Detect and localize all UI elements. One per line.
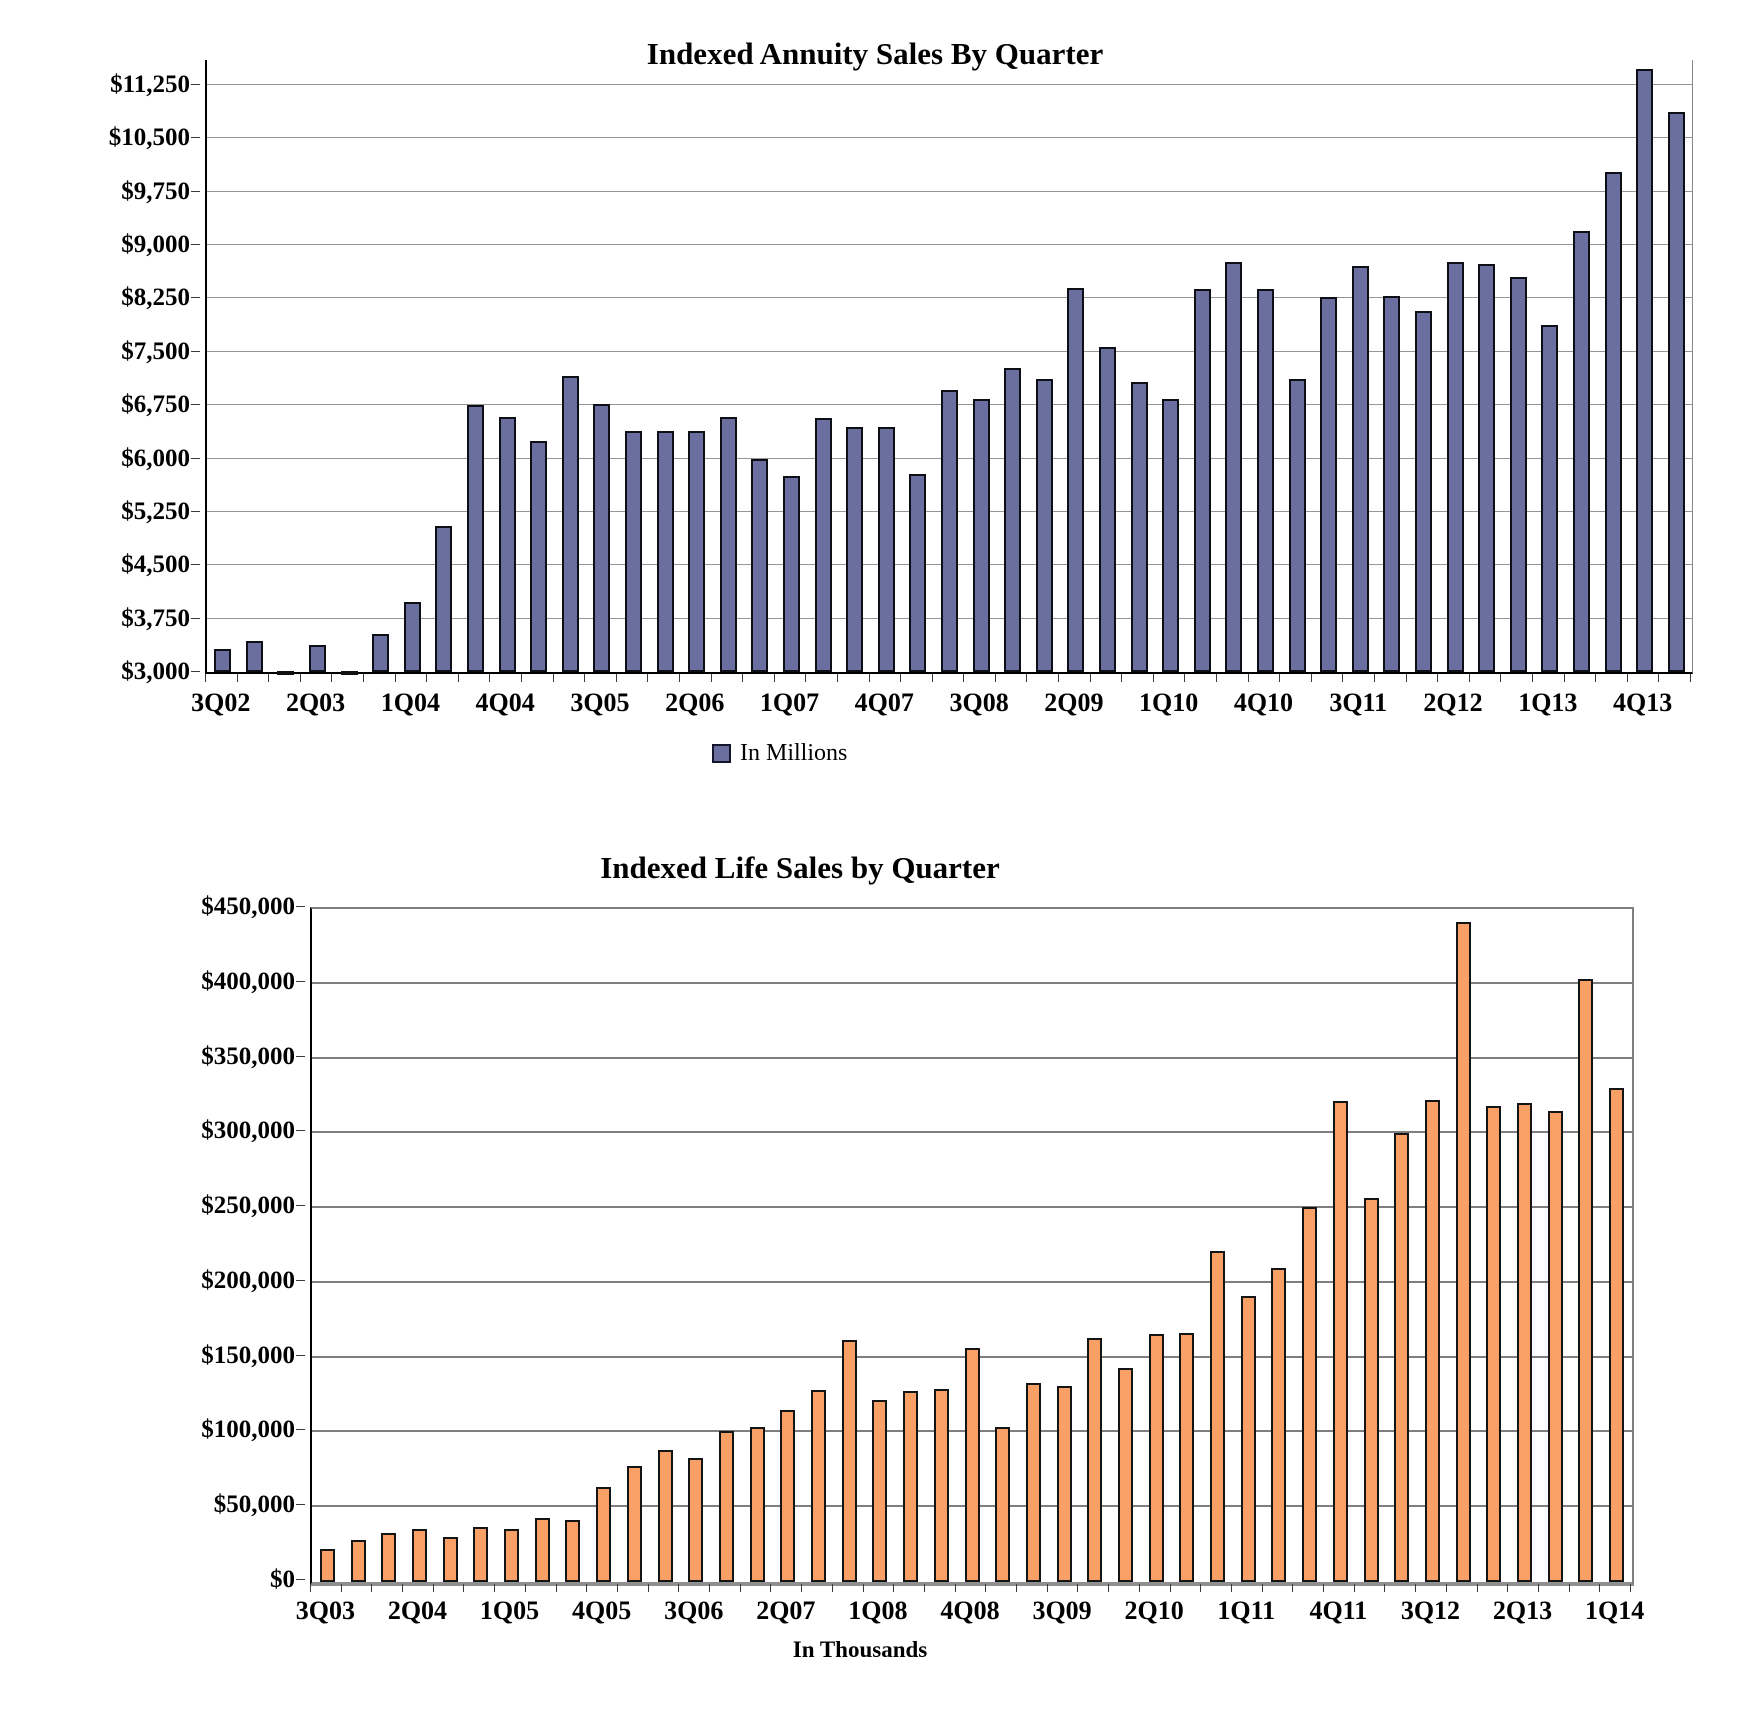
bar-1Q09 <box>995 1427 1010 1582</box>
bar-1Q12 <box>1415 311 1432 672</box>
x-axis-tick <box>1016 1584 1017 1592</box>
bar-2Q08 <box>941 390 958 672</box>
y-axis-tick <box>296 906 305 907</box>
bar-4Q13 <box>1636 69 1653 672</box>
bar-2Q07 <box>780 1410 795 1582</box>
bar-1Q09 <box>1036 379 1053 672</box>
annuity-y-axis-labels <box>0 60 200 685</box>
x-axis-tick <box>205 674 206 682</box>
x-axis-tick <box>1564 674 1565 682</box>
x-axis-tick <box>1047 1584 1048 1592</box>
y-axis-label: $250,000 <box>201 1192 295 1220</box>
bar-2Q03 <box>309 645 326 672</box>
x-axis-tick <box>1532 674 1533 682</box>
x-axis-tick <box>556 1584 557 1592</box>
bar-3Q06 <box>720 417 737 672</box>
y-axis-tick <box>191 191 200 192</box>
x-axis-tick <box>1469 674 1470 682</box>
annuity-legend-swatch-icon <box>712 744 731 763</box>
y-axis-tick <box>191 671 200 672</box>
y-axis-label: $300,000 <box>201 1117 295 1145</box>
x-axis-tick <box>426 674 427 682</box>
annuity-chart-title: Indexed Annuity Sales By Quarter <box>646 36 1104 71</box>
x-axis-tick <box>237 674 238 682</box>
bar-2Q08 <box>903 1391 918 1582</box>
y-axis-tick <box>191 404 200 405</box>
x-axis-label: 3Q11 <box>1329 688 1388 717</box>
bar-3Q11 <box>1302 1207 1317 1582</box>
gridline <box>207 137 1692 138</box>
x-axis-tick <box>1292 1584 1293 1592</box>
x-axis-tick <box>433 1584 434 1592</box>
bar-2Q06 <box>658 1450 673 1583</box>
bar-1Q06 <box>657 431 674 672</box>
x-axis-label: 4Q13 <box>1612 688 1673 717</box>
y-axis-tick <box>296 1280 305 1281</box>
x-axis-tick <box>1248 674 1249 682</box>
y-axis-label: $200,000 <box>201 1266 295 1294</box>
y-axis-tick <box>191 84 200 85</box>
gridline <box>207 244 1692 245</box>
x-axis-tick <box>331 674 332 682</box>
x-axis-tick <box>458 674 459 682</box>
bar-2Q04 <box>435 526 452 672</box>
x-axis-label: 2Q04 <box>387 1596 448 1625</box>
x-axis-tick <box>586 1584 587 1592</box>
y-axis-tick <box>191 564 200 565</box>
y-axis-label: $8,250 <box>121 284 190 312</box>
x-axis-tick <box>1184 674 1185 682</box>
y-axis-tick <box>191 458 200 459</box>
x-axis-label: 3Q03 <box>295 1596 355 1625</box>
y-axis-label: $100,000 <box>201 1416 295 1444</box>
gridline <box>207 84 1692 85</box>
bar-3Q13 <box>1605 172 1622 672</box>
y-axis-tick <box>296 1056 305 1057</box>
bar-3Q06 <box>688 1458 703 1582</box>
x-axis-tick <box>1216 674 1217 682</box>
bar-3Q09 <box>1099 347 1116 672</box>
bar-4Q02 <box>246 641 263 672</box>
bar-3Q05 <box>593 404 610 672</box>
x-axis-tick <box>774 674 775 682</box>
x-axis-label: 4Q07 <box>854 688 914 717</box>
bar-4Q07 <box>878 427 895 672</box>
x-axis-label: 4Q11 <box>1309 1596 1368 1625</box>
x-axis-tick <box>300 674 301 682</box>
x-axis-tick <box>363 674 364 682</box>
x-axis-tick <box>1384 1584 1385 1592</box>
bar-2Q12 <box>1394 1133 1409 1582</box>
x-axis-tick <box>647 674 648 682</box>
x-axis-tick <box>1599 1584 1600 1592</box>
bar-1Q05 <box>530 441 547 672</box>
bar-1Q13 <box>1541 325 1558 672</box>
x-axis-label: 3Q12 <box>1400 1596 1461 1625</box>
x-axis-label: 3Q05 <box>570 688 630 717</box>
bar-1Q07 <box>783 476 800 672</box>
y-axis-tick <box>191 137 200 138</box>
y-axis-label: $4,500 <box>121 551 190 579</box>
x-axis-tick <box>832 1584 833 1592</box>
x-axis-tick <box>679 674 680 682</box>
bar-1Q07 <box>750 1427 765 1582</box>
x-axis-tick <box>1630 1584 1631 1592</box>
bar-3Q12 <box>1478 264 1495 672</box>
bar-1Q04 <box>381 1533 396 1582</box>
y-axis-label: $3,750 <box>121 604 190 632</box>
bar-1Q10 <box>1118 1368 1133 1582</box>
y-axis-tick <box>296 1579 305 1580</box>
bar-4Q08 <box>1004 368 1021 672</box>
x-axis-label: 4Q05 <box>572 1596 632 1625</box>
x-axis-tick <box>1538 1584 1539 1592</box>
bar-2Q13 <box>1573 231 1590 672</box>
y-axis-label: $10,500 <box>108 124 190 152</box>
x-axis-label: 2Q12 <box>1423 688 1483 717</box>
y-axis-label: $6,750 <box>121 391 190 419</box>
x-axis-tick <box>525 1584 526 1592</box>
x-axis-tick <box>1170 1584 1171 1592</box>
y-axis-label: $400,000 <box>201 967 295 995</box>
bar-3Q05 <box>565 1520 580 1582</box>
x-axis-tick <box>678 1584 679 1592</box>
x-axis-tick <box>985 1584 986 1592</box>
life-x-axis-labels <box>295 1596 1645 1628</box>
x-axis-tick <box>924 1584 925 1592</box>
x-axis-label: 1Q05 <box>479 1596 540 1625</box>
x-axis-tick <box>1354 1584 1355 1592</box>
x-axis-tick <box>742 674 743 682</box>
y-axis-label: $150,000 <box>201 1341 295 1369</box>
x-axis-tick <box>648 1584 649 1592</box>
bar-4Q05 <box>625 431 642 672</box>
bar-2Q11 <box>1271 1268 1286 1582</box>
y-axis-label: $3,000 <box>121 658 190 685</box>
bar-1Q08 <box>909 474 926 672</box>
x-axis-label: 2Q09 <box>1044 688 1104 717</box>
annuity-legend <box>712 740 847 767</box>
bar-1Q12 <box>1364 1198 1379 1582</box>
life-chart-title: Indexed Life Sales by Quarter <box>600 850 1000 885</box>
bar-3Q04 <box>467 405 484 672</box>
y-axis-tick <box>191 618 200 619</box>
x-axis-tick <box>1446 1584 1447 1592</box>
x-axis-tick <box>553 674 554 682</box>
x-axis-tick <box>494 1584 495 1592</box>
bar-1Q14 <box>1668 112 1685 672</box>
life-plot-area <box>310 907 1634 1586</box>
x-axis-tick <box>963 674 964 682</box>
bar-4Q06 <box>719 1431 734 1582</box>
bar-3Q03 <box>320 1549 335 1582</box>
bar-4Q11 <box>1333 1101 1348 1582</box>
annuity-x-axis-ticks <box>205 674 1690 682</box>
x-axis-tick <box>709 1584 710 1592</box>
x-axis-tick <box>770 1584 771 1592</box>
y-axis-tick <box>296 1504 305 1505</box>
x-axis-tick <box>1658 674 1659 682</box>
y-axis-label: $9,750 <box>121 177 190 205</box>
x-axis-label: 4Q10 <box>1233 688 1294 717</box>
bar-4Q12 <box>1456 922 1471 1582</box>
x-axis-tick <box>1026 674 1027 682</box>
y-axis-tick <box>296 1355 305 1356</box>
annuity-x-axis-labels <box>191 688 1690 720</box>
bar-4Q12 <box>1510 277 1527 672</box>
bar-4Q10 <box>1210 1251 1225 1582</box>
bar-1Q10 <box>1162 399 1179 672</box>
x-axis-tick <box>1406 674 1407 682</box>
life-axis-unit-label: In Thousands <box>792 1637 928 1662</box>
bar-2Q06 <box>688 431 705 672</box>
bar-4Q03 <box>372 634 389 672</box>
x-axis-label: 4Q08 <box>940 1596 1000 1625</box>
bar-2Q09 <box>1026 1383 1041 1582</box>
y-axis-tick <box>191 244 200 245</box>
x-axis-tick <box>1153 674 1154 682</box>
x-axis-label: 2Q06 <box>665 688 725 717</box>
gridline <box>207 351 1692 352</box>
y-axis-tick <box>296 981 305 982</box>
y-axis-label: $11,250 <box>110 70 190 98</box>
x-axis-label: 1Q14 <box>1585 1596 1645 1625</box>
x-axis-label: 2Q10 <box>1124 1596 1184 1625</box>
gridline <box>312 907 1632 909</box>
y-axis-label: $6,000 <box>121 444 190 472</box>
bar-4Q04 <box>499 417 516 672</box>
bar-3Q08 <box>934 1389 949 1582</box>
life-y-axis-labels <box>0 893 305 1593</box>
bar-4Q03 <box>351 1540 366 1582</box>
x-axis-label: 4Q04 <box>475 688 535 717</box>
bar-4Q04 <box>473 1527 488 1582</box>
x-axis-tick <box>617 1584 618 1592</box>
y-axis-label: $350,000 <box>201 1042 295 1070</box>
x-axis-tick <box>1500 674 1501 682</box>
x-axis-tick <box>1374 674 1375 682</box>
x-axis-tick <box>521 674 522 682</box>
bar-2Q04 <box>412 1529 427 1582</box>
x-axis-tick <box>1507 1584 1508 1592</box>
annuity-plot-area <box>205 60 1693 674</box>
y-axis-label: $9,000 <box>121 231 190 259</box>
x-axis-tick <box>900 674 901 682</box>
y-axis-tick <box>191 297 200 298</box>
bar-2Q10 <box>1194 289 1211 672</box>
bar-2Q11 <box>1320 297 1337 672</box>
x-axis-label: 2Q13 <box>1492 1596 1553 1625</box>
x-axis-tick <box>1090 674 1091 682</box>
x-axis-label: 1Q13 <box>1518 688 1578 717</box>
x-axis-tick <box>395 674 396 682</box>
bar-4Q10 <box>1257 289 1274 672</box>
bar-1Q04 <box>404 602 421 672</box>
bar-2Q12 <box>1447 262 1464 672</box>
x-axis-tick <box>1231 1584 1232 1592</box>
bar-3Q11 <box>1352 266 1369 672</box>
y-axis-tick <box>296 1205 305 1206</box>
x-axis-label: 3Q09 <box>1032 1596 1092 1625</box>
life-x-axis-ticks <box>310 1584 1630 1592</box>
x-axis-tick <box>1262 1584 1263 1592</box>
x-axis-tick <box>995 674 996 682</box>
x-axis-tick <box>711 674 712 682</box>
bar-1Q05 <box>504 1529 519 1582</box>
x-axis-label: 3Q02 <box>191 688 251 717</box>
x-axis-label: 2Q03 <box>285 688 346 717</box>
bar-4Q05 <box>596 1487 611 1582</box>
bar-2Q13 <box>1517 1103 1532 1582</box>
annuity-legend-label: In Millions <box>740 740 848 766</box>
x-axis-label: 3Q08 <box>949 688 1009 717</box>
x-axis-tick <box>268 674 269 682</box>
bar-3Q04 <box>443 1537 458 1582</box>
bar-2Q10 <box>1149 1334 1164 1582</box>
x-axis-tick <box>371 1584 372 1592</box>
bar-3Q09 <box>1057 1386 1072 1582</box>
x-axis-tick <box>1108 1584 1109 1592</box>
bar-4Q09 <box>1131 382 1148 672</box>
x-axis-tick <box>1342 674 1343 682</box>
x-axis-tick <box>1139 1584 1140 1592</box>
bar-1Q06 <box>627 1466 642 1582</box>
x-axis-tick <box>801 1584 802 1592</box>
x-axis-tick <box>863 1584 864 1592</box>
x-axis-tick <box>1569 1584 1570 1592</box>
y-axis-label: $0 <box>270 1566 295 1593</box>
x-axis-label: 1Q04 <box>380 688 440 717</box>
x-axis-tick <box>310 1584 311 1592</box>
bar-3Q13 <box>1548 1111 1563 1582</box>
x-axis-label: 1Q08 <box>848 1596 908 1625</box>
x-axis-tick <box>869 674 870 682</box>
x-axis-tick <box>463 1584 464 1592</box>
gridline <box>312 1057 1632 1059</box>
x-axis-tick <box>837 674 838 682</box>
bar-4Q11 <box>1383 296 1400 672</box>
x-axis-tick <box>584 674 585 682</box>
x-axis-tick <box>1121 674 1122 682</box>
x-axis-tick <box>740 1584 741 1592</box>
bar-4Q06 <box>751 459 768 672</box>
gridline <box>312 982 1632 984</box>
x-axis-tick <box>805 674 806 682</box>
gridline <box>207 191 1692 192</box>
y-axis-label: $450,000 <box>201 893 295 920</box>
x-axis-tick <box>955 1584 956 1592</box>
bar-4Q08 <box>965 1348 980 1583</box>
y-axis-tick <box>296 1429 305 1430</box>
x-axis-tick <box>1690 674 1691 682</box>
x-axis-tick <box>1415 1584 1416 1592</box>
bar-3Q08 <box>973 399 990 672</box>
x-axis-tick <box>1437 674 1438 682</box>
x-axis-tick <box>616 674 617 682</box>
bar-2Q07 <box>815 418 832 672</box>
x-axis-label: 1Q10 <box>1139 688 1199 717</box>
x-axis-tick <box>1311 674 1312 682</box>
bar-2Q09 <box>1067 288 1084 672</box>
x-axis-tick <box>1477 1584 1478 1592</box>
bar-2Q05 <box>535 1518 550 1582</box>
bar-3Q10 <box>1179 1333 1194 1582</box>
bar-1Q14 <box>1609 1088 1624 1582</box>
x-axis-tick <box>1058 674 1059 682</box>
x-axis-label: 1Q07 <box>759 688 820 717</box>
x-axis-tick <box>1077 1584 1078 1592</box>
bar-4Q13 <box>1578 979 1593 1582</box>
bar-3Q10 <box>1225 262 1242 672</box>
x-axis-tick <box>1200 1584 1201 1592</box>
y-axis-tick <box>191 511 200 512</box>
x-axis-tick <box>402 1584 403 1592</box>
bar-3Q02 <box>214 649 231 672</box>
gridline <box>207 297 1692 298</box>
x-axis-tick <box>1627 674 1628 682</box>
bar-1Q13 <box>1486 1106 1501 1582</box>
x-axis-label: 2Q07 <box>756 1596 816 1625</box>
bar-1Q11 <box>1289 379 1306 672</box>
x-axis-tick <box>1323 1584 1324 1592</box>
y-axis-tick <box>191 351 200 352</box>
x-axis-tick <box>341 1584 342 1592</box>
x-axis-tick <box>1279 674 1280 682</box>
x-axis-tick <box>893 1584 894 1592</box>
x-axis-label: 3Q06 <box>664 1596 724 1625</box>
y-axis-tick <box>296 1130 305 1131</box>
x-axis-tick <box>1595 674 1596 682</box>
y-axis-label: $50,000 <box>213 1491 295 1519</box>
bar-3Q07 <box>811 1390 826 1582</box>
x-axis-label: 1Q11 <box>1217 1596 1276 1625</box>
bar-4Q07 <box>842 1340 857 1582</box>
x-axis-tick <box>932 674 933 682</box>
x-axis-tick <box>489 674 490 682</box>
y-axis-label: $7,500 <box>121 337 190 365</box>
y-axis-label: $5,250 <box>121 497 190 525</box>
bar-3Q12 <box>1425 1100 1440 1582</box>
bar-1Q11 <box>1241 1296 1256 1582</box>
bar-1Q08 <box>872 1400 887 1582</box>
bar-2Q05 <box>562 376 579 672</box>
bar-4Q09 <box>1087 1338 1102 1582</box>
bar-3Q07 <box>846 427 863 673</box>
